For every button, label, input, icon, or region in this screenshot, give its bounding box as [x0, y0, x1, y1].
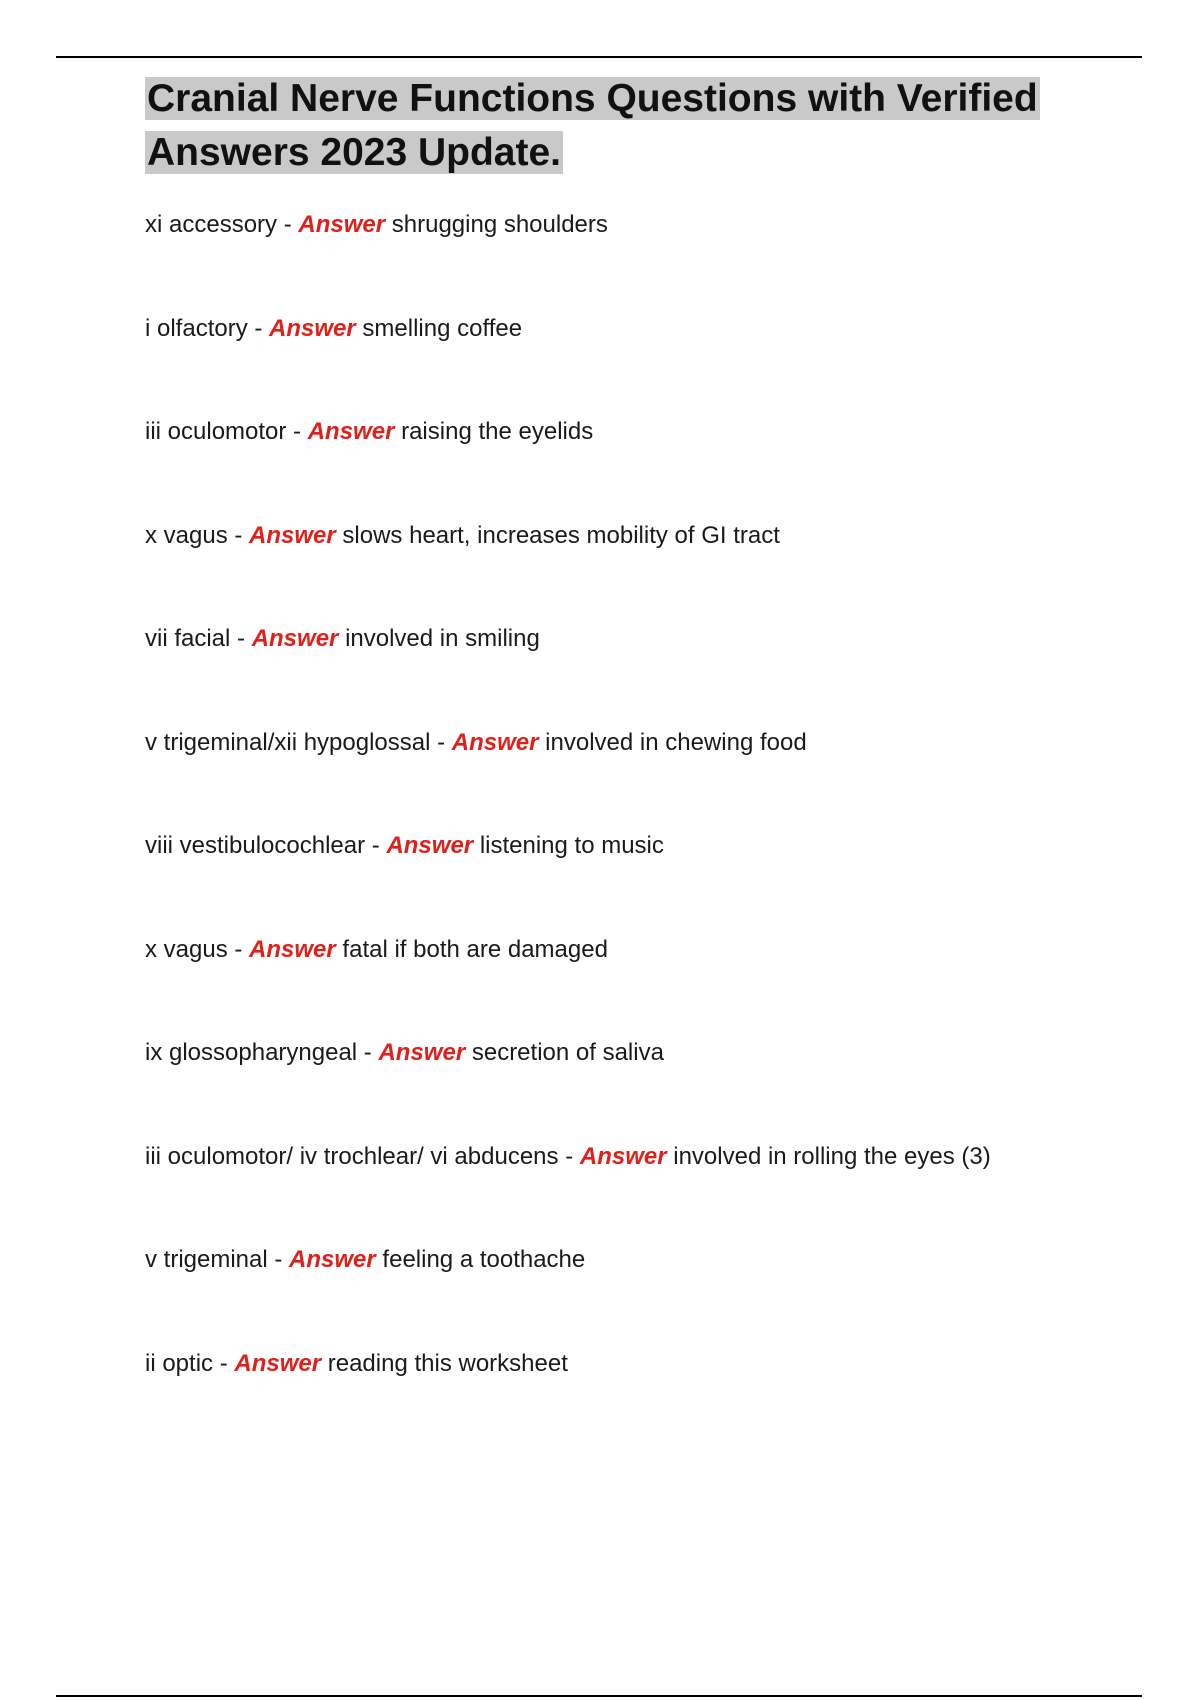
qa-question: ii optic [145, 1349, 214, 1377]
qa-answer: reading this worksheet [327, 1349, 568, 1377]
qa-item [145, 723, 1145, 827]
qa-answer-label: Answer [307, 418, 395, 445]
qa-question: x vagus [145, 521, 228, 549]
qa-item [145, 1344, 1145, 1448]
qa-answer-label: Answer [451, 728, 539, 756]
qa-answer: raising the eyelids [401, 418, 594, 445]
qa-question: viii vestibulocochlear [145, 832, 366, 859]
qa-item [145, 309, 1145, 413]
qa-question: vii facial [145, 625, 231, 652]
qa-separator: - [357, 1039, 379, 1066]
qa-separator: - [430, 728, 452, 756]
qa-item [145, 412, 1145, 516]
qa-list [145, 205, 1145, 1447]
qa-answer-label: Answer [298, 211, 386, 238]
qa-answer-label: Answer [251, 625, 339, 652]
qa-question: i olfactory [145, 314, 248, 342]
qa-item [145, 619, 1145, 723]
qa-answer: shrugging shoulders [391, 211, 608, 238]
qa-answer-label: Answer [234, 1349, 322, 1377]
qa-question: xi accessory [145, 211, 278, 238]
qa-separator: - [267, 1246, 290, 1273]
qa-item [145, 1033, 1145, 1137]
qa-answer-label: Answer [249, 935, 336, 963]
qa-answer: secretion of saliva [471, 1039, 664, 1066]
qa-separator: - [213, 1349, 235, 1377]
qa-answer: involved in chewing food [545, 728, 807, 756]
qa-answer: smelling coffee [362, 314, 523, 342]
qa-item [145, 930, 1145, 1034]
page-title [145, 72, 1105, 180]
qa-separator: - [286, 418, 308, 445]
qa-question: iii oculomotor [145, 418, 287, 445]
qa-item [145, 516, 1145, 620]
qa-item [145, 205, 1145, 309]
qa-separator: - [277, 211, 299, 238]
qa-answer: involved in smiling [345, 625, 540, 652]
qa-separator: - [227, 935, 250, 963]
qa-question: v trigeminal [145, 1246, 268, 1273]
qa-answer-label: Answer [386, 832, 474, 859]
qa-answer-label: Answer [249, 521, 336, 549]
qa-answer-label: Answer [378, 1039, 466, 1066]
qa-question: x vagus [145, 935, 228, 963]
qa-answer: fatal if both are damaged [342, 935, 608, 963]
qa-question: ix glossopharyngeal [145, 1039, 358, 1066]
qa-answer-label: Answer [289, 1246, 376, 1273]
qa-separator: - [227, 521, 250, 549]
bottom-rule [56, 1695, 1142, 1697]
qa-item [145, 826, 1145, 930]
qa-answer: listening to music [479, 832, 664, 859]
qa-answer: feeling a toothache [382, 1246, 586, 1273]
top-rule [56, 56, 1142, 58]
qa-separator: - [558, 1142, 580, 1170]
qa-separator: - [365, 832, 387, 859]
qa-answer: involved in rolling the eyes (3) [673, 1142, 991, 1170]
qa-separator: - [230, 625, 252, 652]
qa-item [145, 1137, 1145, 1241]
page-title-text: Cranial Nerve Functions Questions with Verified Answers 2023 Update. [147, 77, 1038, 174]
qa-separator: - [247, 314, 270, 342]
qa-answer-label: Answer [269, 314, 356, 342]
qa-item [145, 1240, 1145, 1344]
qa-question: iii oculomotor/ iv trochlear/ vi abducens [145, 1142, 559, 1170]
qa-answer: slows heart, increases mobility of GI tract [342, 521, 780, 549]
qa-question: v trigeminal/xii hypoglossal [145, 728, 431, 756]
qa-answer-label: Answer [579, 1142, 667, 1170]
